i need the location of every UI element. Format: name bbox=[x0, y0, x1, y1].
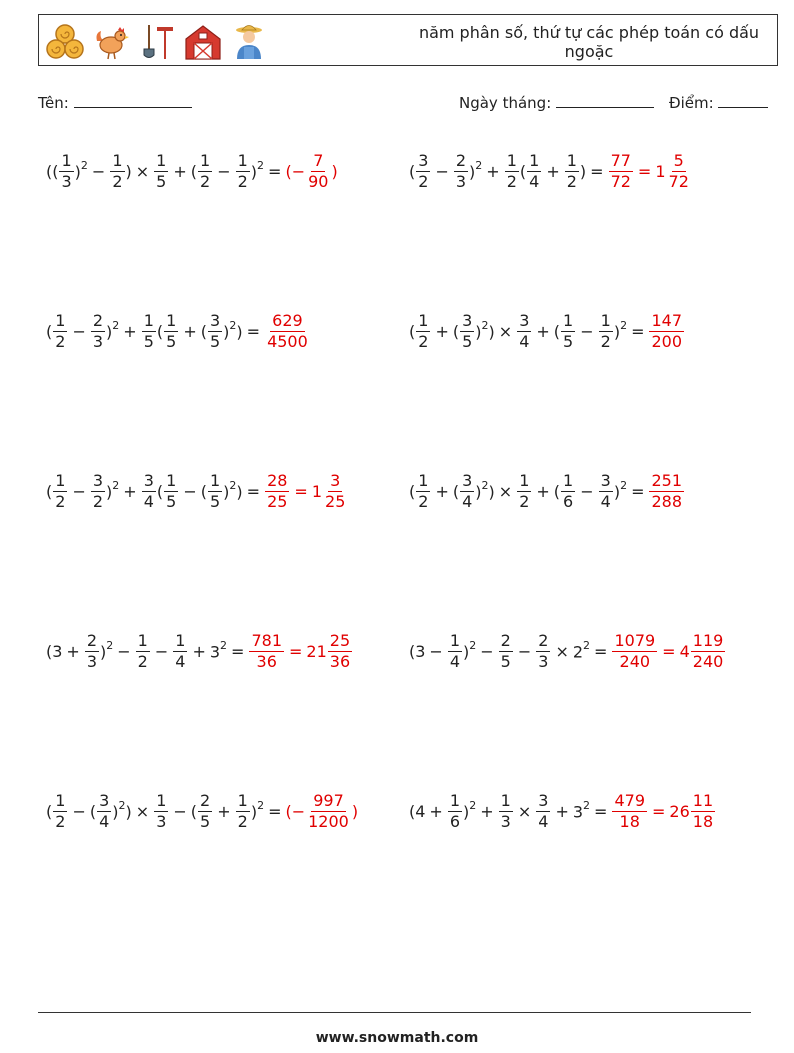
problem-9: ( $\frac{1}{2}$ − ( $\frac{3}{4}$ )$^2$) × $\frac{1}{3}$ − ( $\frac{2}{5}$ + $\frac{1}{2}$ )$^2$ = (− $\frac{997}{1200}$ ) bbox=[46, 790, 359, 831]
problem-10: (4 + $\frac{1}{6}$ )$^2$ + $\frac{1}{3}$ × $\frac{3}{4}$ + $3^2$ = $\frac{479}{18}$ = 26 $\frac{11}{18}$ bbox=[409, 790, 714, 831]
score-field bbox=[669, 93, 768, 112]
hay-bales-icon bbox=[45, 21, 85, 61]
rooster-icon bbox=[91, 21, 131, 61]
farmer-icon bbox=[229, 21, 269, 61]
problem-8: (3 − $\frac{1}{4}$ )$^2$ − $\frac{2}{5}$ − $\frac{2}{3}$ × $2^2$ = $\frac{1079}{240}$ = 4 $\frac{119}{240}$ bbox=[409, 630, 724, 671]
problem-7: (3 + $\frac{2}{3}$ )$^2$ − $\frac{1}{2}$ − $\frac{1}{4}$ + $3^2$ = $\frac{781}{36}$ = 21 $\frac{25}{36}$ bbox=[46, 630, 351, 671]
problem-4: ( $\frac{1}{2}$ + ( $\frac{3}{5}$ )$^2$) × $\frac{3}{4}$ + ( $\frac{1}{5}$ − $\frac{1}{2}$ )$^2$ = $\frac{147}{200}$ bbox=[409, 310, 683, 351]
barn-icon bbox=[183, 21, 223, 61]
score-label: Điểm: bbox=[669, 94, 714, 112]
name-field bbox=[38, 93, 192, 112]
problem-5: ( $\frac{1}{2}$ − $\frac{3}{2}$ )$^2$ + $\frac{3}{4}$ ( $\frac{1}{5}$ − ( $\frac{1}{5}$ )$^2$) = $\frac{28}{25}$ = 1 $\frac{3}{25}$ bbox=[46, 470, 346, 511]
footer-url[interactable]: www.snowmath.com bbox=[315, 1030, 479, 1046]
problem-6: ( $\frac{1}{2}$ + ( $\frac{3}{4}$ )$^2$) × $\frac{1}{2}$ + ( $\frac{1}{6}$ − $\frac{3}{4}$ )$^2$ = $\frac{251}{288}$ bbox=[409, 470, 683, 511]
score-blank[interactable] bbox=[718, 93, 768, 108]
name-label: Tên: bbox=[38, 94, 69, 112]
date-field bbox=[459, 93, 654, 112]
date-blank[interactable] bbox=[556, 93, 654, 108]
date-label: Ngày tháng: bbox=[459, 94, 552, 112]
header-box bbox=[38, 14, 778, 66]
name-blank[interactable] bbox=[74, 93, 192, 108]
icon-strip bbox=[45, 21, 269, 61]
garden-tools-icon bbox=[137, 21, 177, 61]
problem-3: ( $\frac{1}{2}$ − $\frac{2}{3}$ )$^2$ + $\frac{1}{5}$ ( $\frac{1}{5}$ + ( $\frac{3}{5}$ )$^2$) = $\frac{629}{4500}$ bbox=[46, 310, 308, 351]
worksheet-title: năm phân số, thứ tự các phép toán có dấu ngoặc bbox=[418, 23, 760, 61]
footer-divider bbox=[38, 1012, 751, 1013]
problem-2: ( $\frac{3}{2}$ − $\frac{2}{3}$ )$^2$ + $\frac{1}{2}$ ( $\frac{1}{4}$ + $\frac{1}{2}$ ) = $\frac{77}{72}$ = 1 $\frac{5}{72}$ bbox=[409, 150, 689, 191]
problem-1: (( $\frac{1}{3}$ )$^2$ − $\frac{1}{2}$ ) × $\frac{1}{5}$ + ( $\frac{1}{2}$ − $\frac{1}{2}$ )$^2$ = (− $\frac{7}{90}$ ) bbox=[46, 150, 338, 191]
